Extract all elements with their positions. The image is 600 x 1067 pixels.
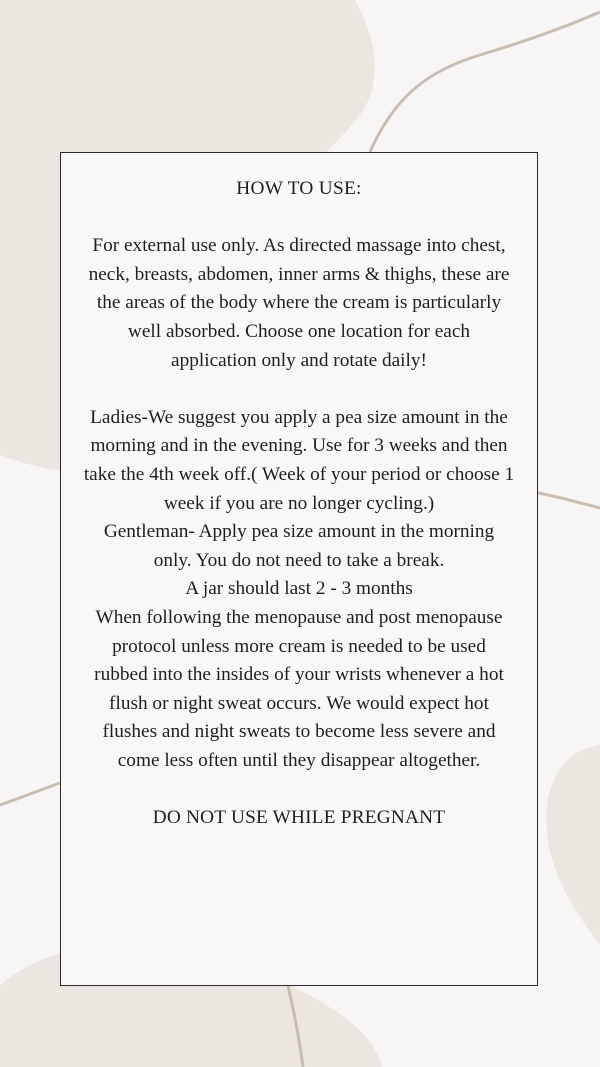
top-curve-line <box>370 12 600 152</box>
intro-paragraph: For external use only. As directed massage into chest, neck, breasts, abdomen, inner arms & thighs, these are the areas of the body where the cream is particularly well absorbed. Choose one location for each application only and rotate daily! <box>88 235 510 371</box>
pregnancy-warning: DO NOT USE WHILE PREGNANT <box>152 807 446 829</box>
left-curve-line <box>0 783 60 805</box>
gentleman-paragraph: Gentleman- Apply pea size amount in the morning only. You do not need to take a break. <box>103 521 495 571</box>
menopause-paragraph: When following the menopause and post menopause protocol unless more cream is needed to be used rubbed into the insides of your wrists whenever a hot flush or night sweat occurs. We would expect hot flushes and night sweats to become less severe and come less often until they disappear altogether. <box>94 606 504 771</box>
instructions-text <box>83 175 515 833</box>
right-blob <box>546 745 600 945</box>
ladies-paragraph: Ladies-We suggest you apply a pea size amount in the morning and in the evening. Use for 3 weeks and then take the 4th week off.( Week of your period or choose 1 week if you are no longer cycling.) <box>83 406 515 514</box>
jar-duration-text: A jar should last 2 - 3 months <box>185 578 413 600</box>
instructions-card <box>60 152 538 986</box>
heading: HOW TO USE: <box>236 178 362 199</box>
right-curve-line <box>538 493 600 508</box>
